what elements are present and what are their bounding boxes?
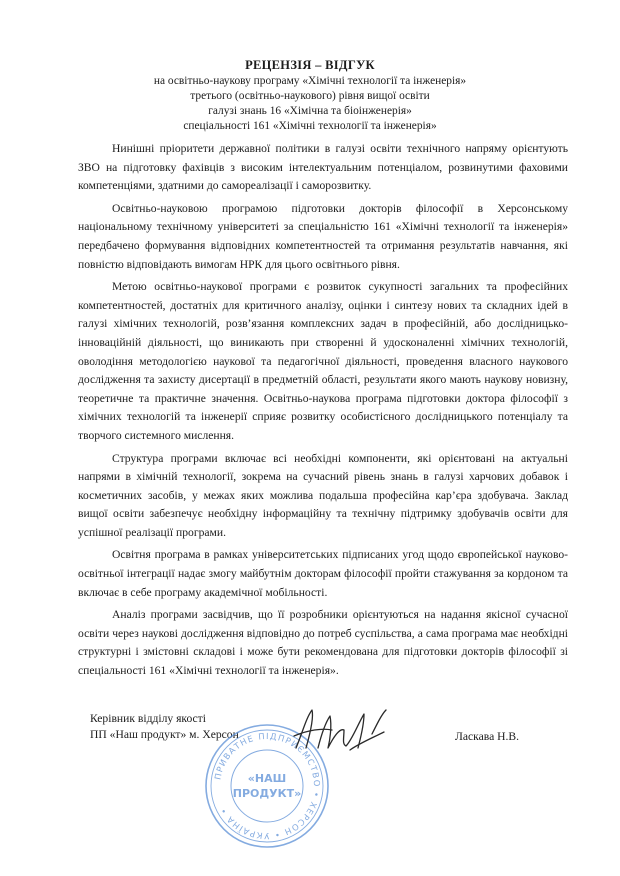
review-body [78,140,568,681]
svg-text:ПРИВАТНЕ ПІДПРИЄМСТВО • ХЕРСОН: ПРИВАТНЕ ПІДПРИЄМСТВО • ХЕРСОН • УКРАЇНА • [212,730,323,842]
handwritten-signature [288,704,398,764]
signatory-title: Керівник відділу якості [90,712,206,725]
svg-text:ПРОДУКТ»: ПРОДУКТ» [232,787,302,800]
signatory-organization: ПП «Наш продукт» м. Херсон [90,728,239,741]
svg-text:«НАШ: «НАШ [247,772,287,785]
paragraph-1: Нинішні пріоритети державної політики в галузі освіти технічного напряму орієнтують ЗВО на підготовку фахівців з високим інтелектуальним потенціалом, розвинутими фаховими компетенціями, здатними до самореалізації і саморозвитку. [78,142,568,193]
paragraph-2: Освітньо-науковою програмою підготовки докторів філософії в Херсонському національному технічному університеті за спеціальністю 161 «Хімічні технології та інженерія» передбачено формування відповідних компетентностей та отримання результатів навчання, які повністю відповідають вимогам НРК для цього освітнього рівня. [78,201,568,271]
paragraph-3: Метою освітньо-наукової програми є розвиток сукупності загальних та професійних компетентностей, достатніх для критичного аналізу, оцінки і синтезу нових та складних ідей в галузі хімічних технологій, розв’язання комплексних задач в професійній, або дослідницько-інноваційній діяльності, що виникають при створенні й удосконаленні хімічних технологій, оволодіння методологією наукової та педагогічної діяльності, проведення власного наукового дослідження та захисту дисертації в предметній області, результати якого мають наукову новизну, теоретичне та практичне значення. Освітньо-наукова програма підготовки доктора філософії з хімічних технологій та інженерії сприяє розвитку особистісного дослідницького потенціалу та творчого системного мислення. [78,280,568,442]
paragraph-5: Освітня програма в рамках університетських підписаних угод щодо європейської науково-освітньої інтеграції надає змогу майбутнім докторам філософії пройти стажування за кордоном та включає в себе програму академічної мобільності. [78,548,568,599]
document-header [0,58,620,134]
education-level-line: третього (освітньо-наукового) рівня вищої освіти [190,90,430,102]
signatory-name: Ласкава Н.В. [455,730,520,743]
paragraph-6: Аналіз програми засвідчив, що її розробники орієнтуються на надання якісної сучасної освіти через наукові дослідження відповідно до потреб суспільства, а сама програма має необхідні структурні і змістовні складові і може бути рекомендована для підготовки докторів філософії зі спеціальності 161 «Хімічні технології та інженерія». [78,608,568,678]
knowledge-field-line: галузі знань 16 «Хімічна та біоінженерія» [208,105,412,117]
program-name-line: на освітньо-наукову програму «Хімічні технології та інженерія» [153,75,467,87]
specialty-line: спеціальності 161 «Хімічні технології та інженерія» [183,120,437,132]
paragraph-4: Структура програми включає всі необхідні компоненти, які орієнтовані на актуальні напрями в хімічній технології, зокрема на сучасний рівень знань в галузі харчових добавок і косметичних засобів, у межах яких можлива подальша професійна кар’єра здобувача. Заклад вищої освіти забезпечує необхідну інформаційну та технічну підтримку здобувачів освіти для успішної реалізації програми. [78,451,568,539]
document-title: РЕЦЕНЗІЯ – ВІДГУК [245,58,375,72]
